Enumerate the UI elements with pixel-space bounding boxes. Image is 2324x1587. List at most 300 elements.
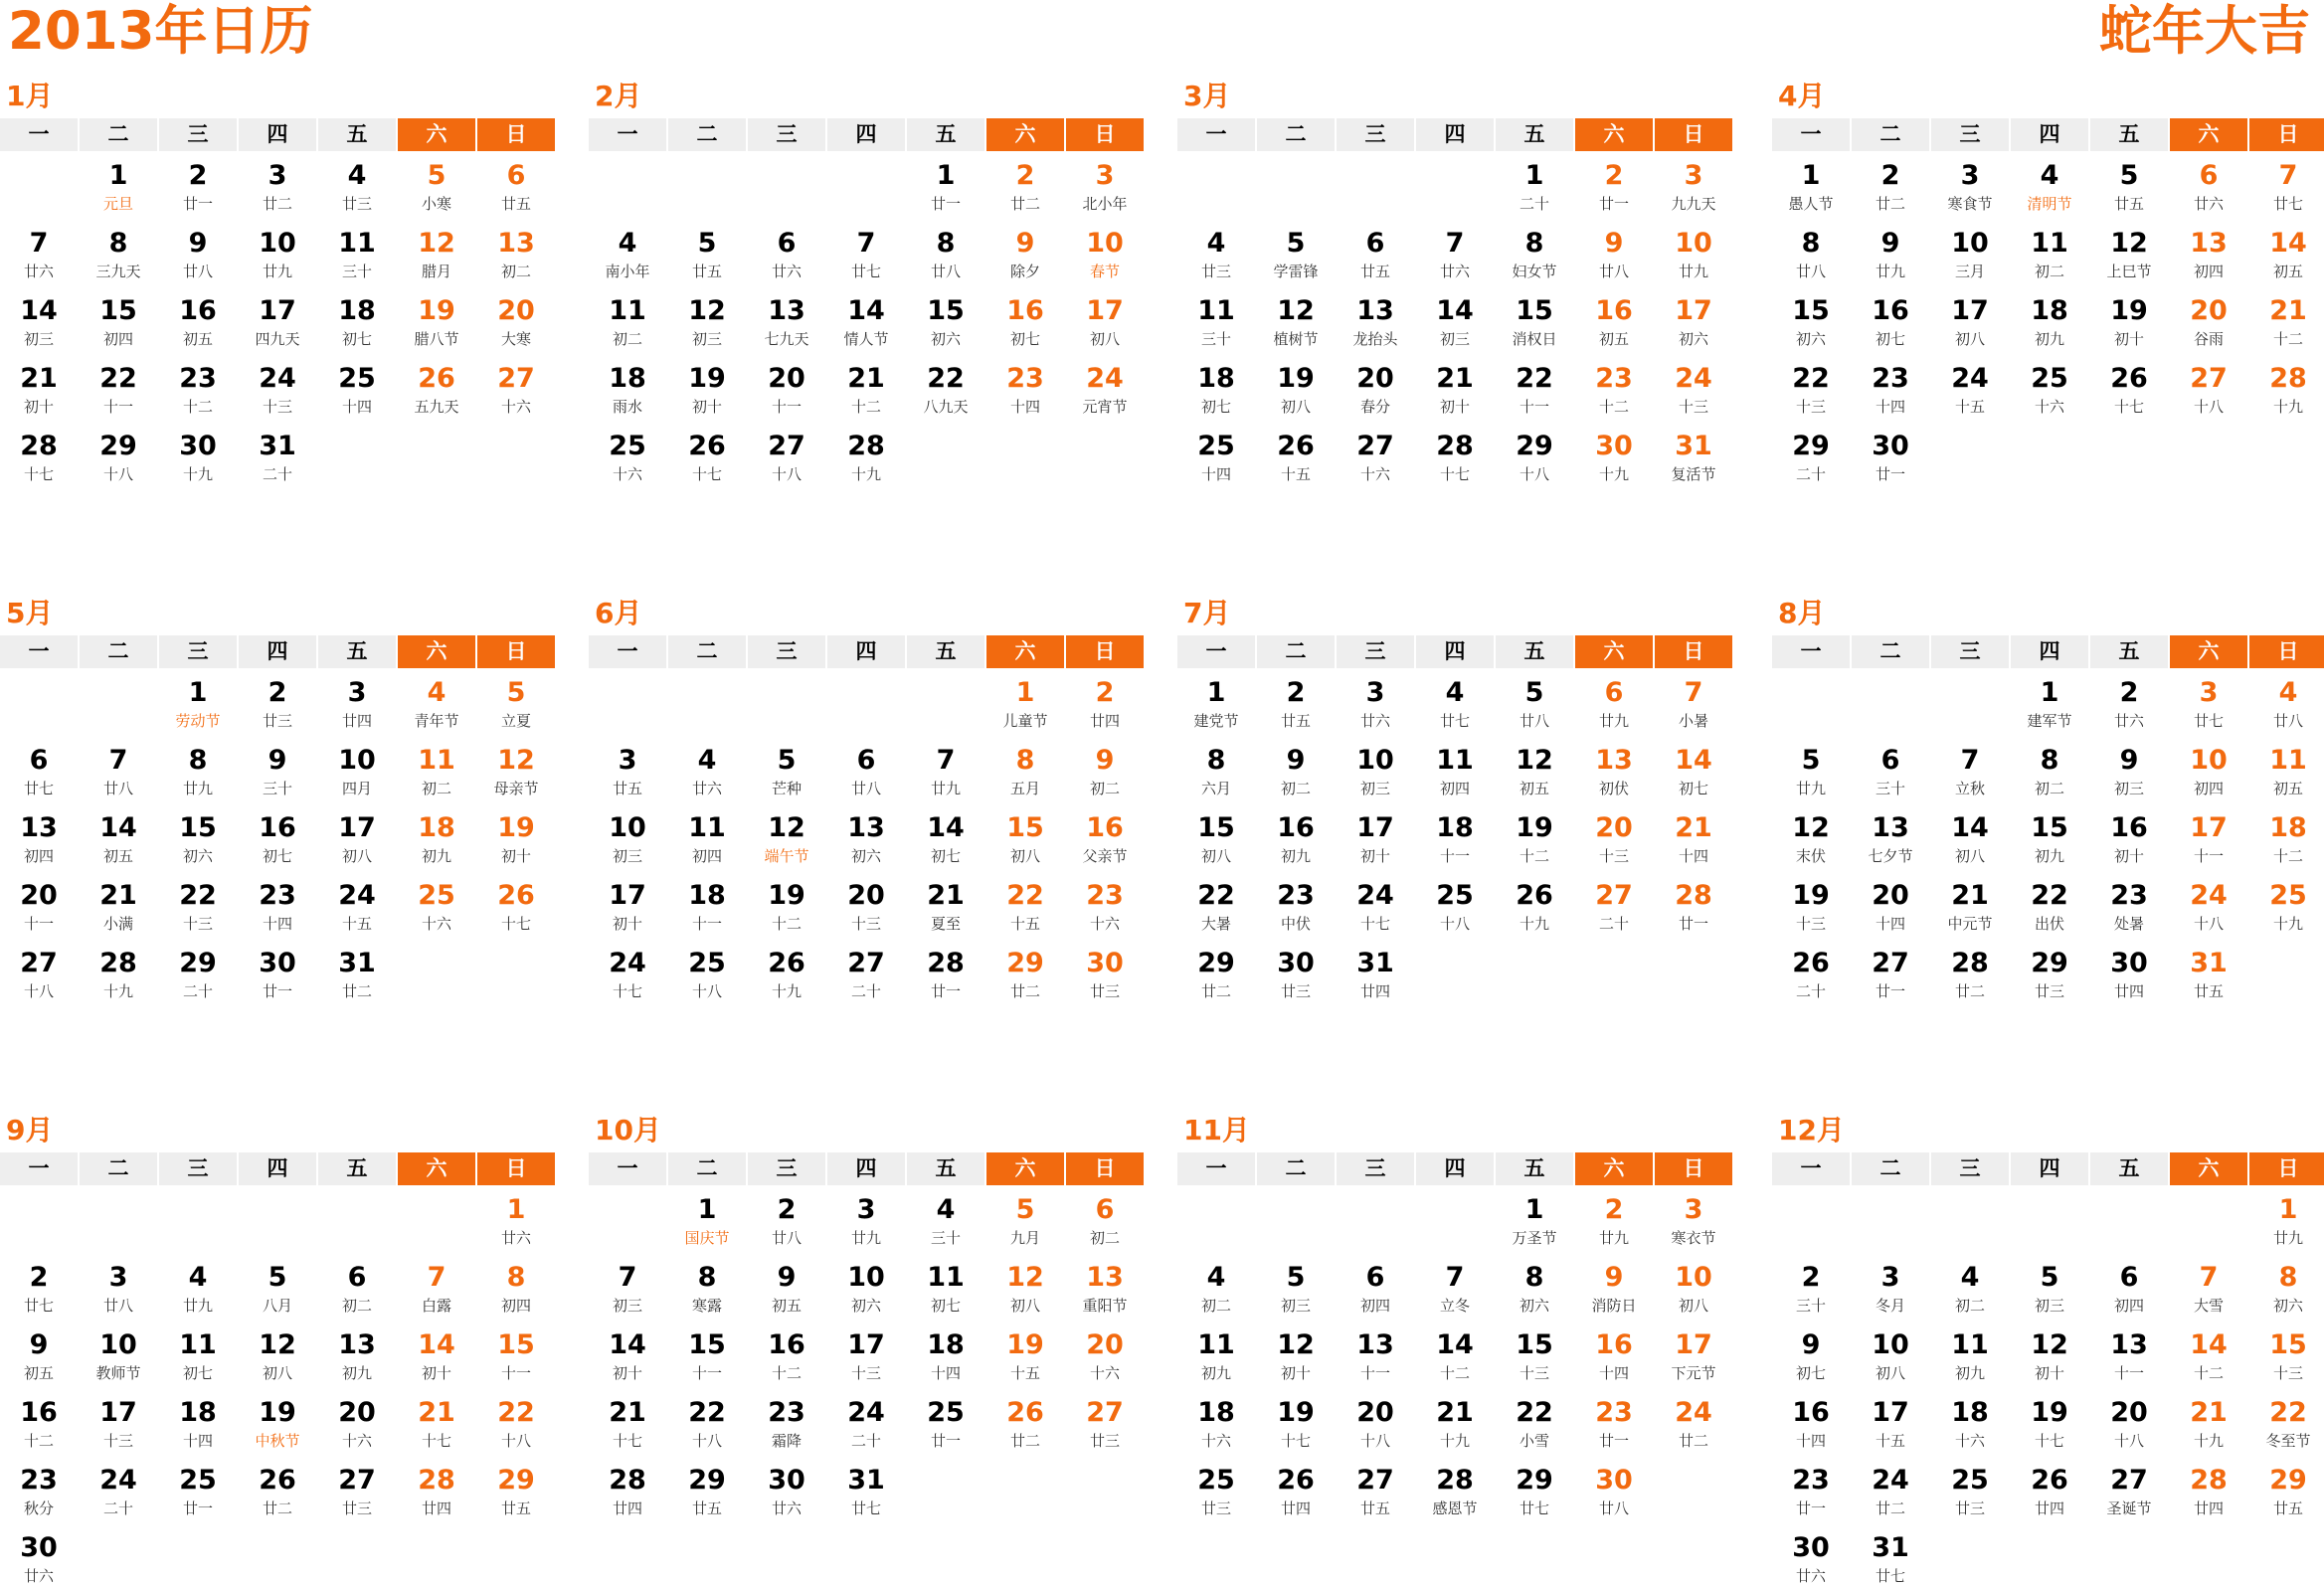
day-number: 4 [697, 745, 717, 776]
lunar-label: 廿八 [1598, 1499, 1629, 1517]
day-number: 20 [1356, 1397, 1394, 1428]
day-number: 21 [99, 880, 137, 911]
lunar-label: 消权日 [1512, 330, 1557, 348]
weekday-label: 六 [398, 118, 475, 151]
lunar-label: 廿九 [182, 1297, 213, 1315]
day-cell [1772, 1532, 1850, 1585]
day-cell [2170, 1465, 2247, 1517]
lunar-label: 初八 [1678, 1297, 1708, 1315]
day-number: 17 [1675, 295, 1712, 326]
lunar-label: 廿一 [182, 195, 213, 213]
lunar-label: 廿四 [2034, 1499, 2064, 1517]
day-grid [589, 668, 1142, 1070]
day-number: 15 [1792, 295, 1830, 326]
day-cell [159, 677, 237, 730]
day-number: 12 [2031, 1329, 2068, 1360]
day-cell [1772, 363, 1850, 416]
day-cell [398, 880, 475, 933]
day-number: 10 [1872, 1329, 1909, 1360]
lunar-label: 初三 [1280, 1297, 1311, 1315]
lunar-label: 廿二 [1875, 1499, 1905, 1517]
day-cell [0, 295, 78, 348]
day-number: 18 [1197, 1397, 1235, 1428]
day-number: 14 [1951, 812, 1989, 843]
day-cell [748, 1194, 825, 1247]
day-number: 2 [1095, 677, 1115, 708]
day-number: 17 [259, 295, 296, 326]
weekday-label: 二 [1257, 635, 1335, 668]
day-number: 22 [1792, 363, 1830, 394]
weekday-label: 五 [2090, 118, 2168, 151]
weekday-header [589, 118, 1142, 151]
lunar-label: 三十 [1795, 1297, 1826, 1315]
day-number: 8 [188, 745, 208, 776]
lunar-label: 廿八 [1795, 263, 1826, 280]
lunar-label: 廿四 [612, 1499, 642, 1517]
day-cell [2170, 363, 2247, 416]
lunar-label: 廿一 [262, 982, 292, 1000]
day-number: 21 [418, 1397, 455, 1428]
day-cell [2011, 948, 2088, 1000]
lunar-label: 圣诞节 [2106, 1499, 2152, 1517]
month-block [1772, 592, 2324, 1070]
day-cell [986, 880, 1064, 933]
day-number: 27 [1595, 880, 1633, 911]
day-cell [1496, 1397, 1573, 1450]
lunar-label: 廿一 [1875, 465, 1905, 483]
lunar-label: 廿一 [930, 195, 961, 213]
day-cell [80, 1397, 157, 1450]
day-cell [1852, 1262, 1929, 1315]
day-cell [1257, 1262, 1335, 1315]
lunar-label: 二十 [102, 1499, 133, 1517]
day-cell [1496, 1329, 1573, 1382]
day-number: 13 [2190, 228, 2228, 259]
weekday-label: 日 [477, 635, 555, 668]
lunar-label: 廿七 [23, 1297, 54, 1315]
day-number: 3 [1960, 160, 1980, 191]
lunar-label: 廿七 [2272, 195, 2303, 213]
day-grid [1177, 1185, 1730, 1587]
day-cell [1496, 745, 1573, 797]
lunar-label: 十三 [1795, 398, 1826, 416]
day-number: 15 [688, 1329, 726, 1360]
day-number: 4 [1206, 1262, 1226, 1293]
lunar-label: 中元节 [1947, 915, 1993, 933]
day-number: 20 [768, 363, 805, 394]
day-number: 15 [179, 812, 217, 843]
day-grid [1177, 151, 1730, 553]
day-cell [2170, 1329, 2247, 1382]
day-cell [1337, 1329, 1414, 1382]
day-number: 23 [1792, 1465, 1830, 1496]
day-number: 4 [188, 1262, 208, 1293]
weekday-label: 六 [2170, 1152, 2247, 1185]
day-number: 29 [688, 1465, 726, 1496]
day-cell [2170, 812, 2247, 865]
day-cell [1177, 948, 1255, 1000]
day-number: 15 [1197, 812, 1235, 843]
day-number: 25 [1951, 1465, 1989, 1496]
day-number: 19 [2110, 295, 2148, 326]
lunar-label: 十四 [1678, 847, 1708, 865]
day-number: 24 [1675, 1397, 1712, 1428]
day-number: 28 [2190, 1465, 2228, 1496]
weekday-label: 三 [748, 1152, 825, 1185]
day-cell [1655, 812, 1732, 865]
day-number: 22 [2269, 1397, 2307, 1428]
day-number: 16 [1792, 1397, 1830, 1428]
day-number: 23 [1595, 1397, 1633, 1428]
day-cell [2090, 677, 2168, 730]
day-cell [1257, 1329, 1335, 1382]
lunar-label: 十一 [691, 1364, 722, 1382]
day-number: 8 [1524, 228, 1544, 259]
day-cell [1337, 812, 1414, 865]
day-cell [589, 812, 666, 865]
day-number: 22 [1516, 1397, 1553, 1428]
day-cell [2170, 160, 2247, 213]
lunar-label: 十六 [341, 1432, 372, 1450]
weekday-label: 四 [239, 635, 316, 668]
day-number: 8 [1801, 228, 1821, 259]
day-number: 14 [1436, 295, 1474, 326]
lunar-label: 十八 [23, 982, 54, 1000]
lunar-label: 十三 [1598, 847, 1629, 865]
day-cell [827, 812, 905, 865]
weekday-label: 一 [1772, 1152, 1850, 1185]
lunar-label: 冬月 [1875, 1297, 1905, 1315]
day-cell [159, 1397, 237, 1450]
day-cell [589, 948, 666, 1000]
day-cell [668, 1465, 746, 1517]
day-number: 10 [1951, 228, 1989, 259]
day-cell [0, 745, 78, 797]
lunar-label: 廿三 [1200, 1499, 1231, 1517]
lunar-label: 二十 [1795, 465, 1826, 483]
lunar-label: 十四 [930, 1364, 961, 1382]
weekday-label: 日 [2249, 1152, 2324, 1185]
day-number: 7 [618, 1262, 637, 1293]
lunar-label: 三十 [1200, 330, 1231, 348]
weekday-label: 五 [2090, 635, 2168, 668]
day-number: 11 [338, 228, 376, 259]
lunar-label: 十七 [500, 915, 531, 933]
day-number: 18 [927, 1329, 965, 1360]
day-cell [1257, 812, 1335, 865]
day-number: 3 [1880, 1262, 1900, 1293]
lunar-label: 初七 [262, 847, 292, 865]
day-number: 19 [688, 363, 726, 394]
day-number: 25 [1197, 1465, 1235, 1496]
day-number: 5 [427, 160, 447, 191]
day-cell [1575, 677, 1653, 730]
day-cell [1177, 880, 1255, 933]
lunar-label: 十七 [612, 1432, 642, 1450]
day-number: 20 [847, 880, 885, 911]
day-cell [748, 295, 825, 348]
day-number: 19 [1006, 1329, 1044, 1360]
day-number: 23 [20, 1465, 58, 1496]
lunar-label: 十二 [771, 915, 802, 933]
weekday-label: 四 [2011, 118, 2088, 151]
day-cell [159, 812, 237, 865]
lunar-label: 十七 [2113, 398, 2144, 416]
day-cell [2011, 1465, 2088, 1517]
lunar-label: 四九天 [255, 330, 300, 348]
weekday-label: 日 [2249, 118, 2324, 151]
day-number: 22 [1516, 363, 1553, 394]
lunar-label: 十八 [2193, 915, 2224, 933]
day-number: 7 [856, 228, 876, 259]
day-number: 4 [347, 160, 367, 191]
day-number: 6 [2199, 160, 2219, 191]
lunar-label: 十二 [2193, 1364, 2224, 1382]
lunar-label: 廿五 [2193, 982, 2224, 1000]
day-cell [398, 1397, 475, 1450]
weekday-label: 五 [318, 1152, 396, 1185]
day-cell [589, 1329, 666, 1382]
day-number: 9 [1801, 1329, 1821, 1360]
day-number: 27 [847, 948, 885, 978]
day-cell [1496, 677, 1573, 730]
day-cell [1496, 295, 1573, 348]
day-cell [1416, 880, 1494, 933]
day-cell [318, 1397, 396, 1450]
day-cell [827, 228, 905, 280]
weekday-label: 一 [589, 1152, 666, 1185]
day-cell [1852, 948, 1929, 1000]
day-cell [907, 295, 984, 348]
day-cell [239, 295, 316, 348]
day-cell [827, 1194, 905, 1247]
lunar-label: 廿六 [2113, 712, 2144, 730]
day-number: 5 [2119, 160, 2139, 191]
day-number: 30 [1792, 1532, 1830, 1563]
lunar-label: 初六 [182, 847, 213, 865]
day-number: 18 [2031, 295, 2068, 326]
day-cell [1066, 677, 1144, 730]
weekday-label: 日 [1655, 1152, 1732, 1185]
lunar-label: 二十 [1795, 982, 1826, 1000]
day-cell [986, 228, 1064, 280]
lunar-label: 初二 [1954, 1297, 1985, 1315]
day-cell [1337, 1465, 1414, 1517]
lunar-label: 霜降 [771, 1432, 802, 1450]
day-grid [589, 151, 1142, 553]
lunar-label: 十三 [262, 398, 292, 416]
lunar-label: 十八 [2113, 1432, 2144, 1450]
day-cell [1931, 948, 2009, 1000]
day-number: 12 [688, 295, 726, 326]
day-number: 28 [927, 948, 965, 978]
lunar-label: 初七 [1678, 780, 1708, 797]
lunar-label: 廿六 [691, 780, 722, 797]
day-cell [159, 1465, 237, 1517]
lunar-label: 初二 [2034, 263, 2064, 280]
lunar-label: 廿九 [2272, 1229, 2303, 1247]
day-cell [2090, 363, 2168, 416]
day-number: 30 [1595, 1465, 1633, 1496]
day-cell [398, 1329, 475, 1382]
day-number: 24 [338, 880, 376, 911]
day-cell [1177, 745, 1255, 797]
day-number: 5 [1286, 1262, 1306, 1293]
lunar-label: 十八 [691, 982, 722, 1000]
day-number: 20 [2110, 1397, 2148, 1428]
lunar-label: 十七 [612, 982, 642, 1000]
lunar-label: 十九 [2272, 398, 2303, 416]
day-number: 30 [2110, 948, 2148, 978]
lunar-label: 廿六 [23, 263, 54, 280]
day-cell [239, 880, 316, 933]
day-cell [668, 295, 746, 348]
day-number: 17 [2190, 812, 2228, 843]
day-number: 4 [1206, 228, 1226, 259]
day-cell [668, 363, 746, 416]
day-grid [0, 668, 553, 1070]
day-cell [0, 880, 78, 933]
day-number: 17 [1951, 295, 1989, 326]
weekday-label: 一 [0, 635, 78, 668]
weekday-label: 三 [748, 118, 825, 151]
lunar-label: 初八 [1200, 847, 1231, 865]
lunar-label: 廿一 [1795, 1499, 1826, 1517]
lunar-label: 初二 [1089, 780, 1120, 797]
day-number: 30 [1595, 431, 1633, 461]
day-cell [1852, 1329, 1929, 1382]
lunar-label: 四月 [341, 780, 372, 797]
day-number: 7 [29, 228, 49, 259]
day-cell [1337, 745, 1414, 797]
day-number: 11 [1197, 295, 1235, 326]
day-cell [986, 295, 1064, 348]
lunar-label: 初三 [691, 330, 722, 348]
lunar-label: 清明节 [2027, 195, 2072, 213]
day-cell [2090, 745, 2168, 797]
day-number: 12 [1006, 1262, 1044, 1293]
lunar-label: 三十 [341, 263, 372, 280]
lunar-label: 十二 [2272, 330, 2303, 348]
lunar-label: 初十 [2113, 330, 2144, 348]
day-cell [1575, 745, 1653, 797]
day-number: 22 [99, 363, 137, 394]
day-number: 23 [2110, 880, 2148, 911]
day-cell [1066, 1194, 1144, 1247]
day-number: 28 [1675, 880, 1712, 911]
day-number: 12 [768, 812, 805, 843]
lunar-label: 小寒 [421, 195, 451, 213]
day-number: 27 [1356, 431, 1394, 461]
lunar-label: 腊月 [421, 263, 451, 280]
day-cell [1772, 1397, 1850, 1450]
day-number: 6 [1365, 1262, 1385, 1293]
lunar-label: 初三 [612, 1297, 642, 1315]
lunar-label: 十六 [2034, 398, 2064, 416]
lunar-label: 十七 [691, 465, 722, 483]
day-number: 23 [1595, 363, 1633, 394]
day-cell [589, 1397, 666, 1450]
day-number: 26 [1277, 431, 1315, 461]
day-number: 19 [1277, 363, 1315, 394]
day-number: 15 [1006, 812, 1044, 843]
lunar-label: 廿七 [850, 263, 881, 280]
day-cell [318, 880, 396, 933]
lunar-label: 廿九 [262, 263, 292, 280]
day-number: 14 [1675, 745, 1712, 776]
lunar-label: 廿八 [2272, 712, 2303, 730]
day-cell [1655, 431, 1732, 483]
day-number: 20 [497, 295, 535, 326]
lunar-label: 父亲节 [1082, 847, 1128, 865]
weekday-label: 二 [80, 1152, 157, 1185]
weekday-label: 日 [2249, 635, 2324, 668]
lunar-label: 廿九 [1795, 780, 1826, 797]
day-cell [2011, 677, 2088, 730]
day-cell [1931, 1329, 2009, 1382]
lunar-label: 初五 [1519, 780, 1549, 797]
weekday-label: 四 [239, 118, 316, 151]
day-cell [1931, 1465, 2009, 1517]
day-cell [2011, 1262, 2088, 1315]
day-cell [1337, 1262, 1414, 1315]
lunar-label: 端午节 [764, 847, 809, 865]
month-name: 7月 [1183, 597, 1231, 629]
lunar-label: 十八 [500, 1432, 531, 1450]
day-number: 29 [1792, 431, 1830, 461]
day-number: 17 [847, 1329, 885, 1360]
day-number: 11 [418, 745, 455, 776]
day-number: 12 [2110, 228, 2148, 259]
lunar-label: 初九 [1954, 1364, 1985, 1382]
day-cell [1655, 880, 1732, 933]
day-number: 19 [2031, 1397, 2068, 1428]
day-cell [1575, 363, 1653, 416]
lunar-label: 十六 [612, 465, 642, 483]
lunar-label: 初八 [1009, 1297, 1040, 1315]
day-cell [1177, 677, 1255, 730]
day-number: 15 [99, 295, 137, 326]
day-cell [1575, 1194, 1653, 1247]
day-number: 1 [1801, 160, 1821, 191]
lunar-label: 十二 [850, 398, 881, 416]
day-number: 30 [20, 1532, 58, 1563]
lunar-label: 十七 [1280, 1432, 1311, 1450]
weekday-label: 二 [1852, 635, 1929, 668]
lunar-label: 初八 [1954, 847, 1985, 865]
day-number: 15 [1516, 295, 1553, 326]
day-number: 28 [847, 431, 885, 461]
lunar-label: 除夕 [1009, 263, 1040, 280]
lunar-label: 初二 [341, 1297, 372, 1315]
day-number: 25 [2031, 363, 2068, 394]
day-number: 6 [1880, 745, 1900, 776]
day-cell [1066, 228, 1144, 280]
day-cell [1416, 295, 1494, 348]
day-cell [1931, 1397, 2009, 1450]
lunar-label: 初五 [771, 1297, 802, 1315]
day-number: 23 [1086, 880, 1124, 911]
lunar-label: 廿一 [1678, 915, 1708, 933]
lunar-label: 十四 [1009, 398, 1040, 416]
lunar-label: 十一 [2113, 1364, 2144, 1382]
weekday-header [1177, 635, 1730, 668]
lunar-label: 十八 [691, 1432, 722, 1450]
day-number: 18 [1197, 363, 1235, 394]
weekday-label: 四 [1416, 1152, 1494, 1185]
day-number: 27 [497, 363, 535, 394]
month-block [0, 75, 553, 553]
